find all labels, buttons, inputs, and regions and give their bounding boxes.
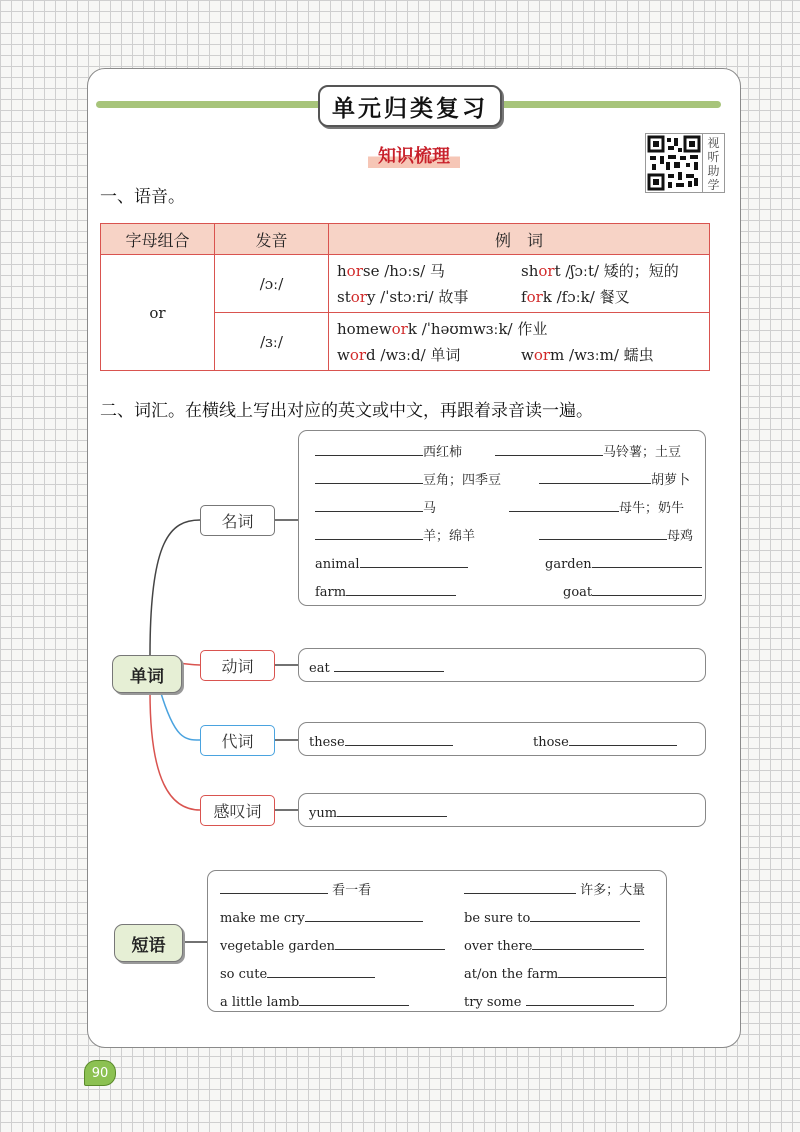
answer-blank[interactable]: [299, 991, 409, 1006]
answer-blank[interactable]: [532, 935, 644, 950]
phrase-en: vegetable garden: [220, 939, 336, 954]
phrase-en: make me cry: [220, 911, 305, 926]
noun-cn: 西红柿: [423, 445, 463, 460]
example-word: horse /hɔːs/ 马: [337, 262, 445, 280]
noun-cn: 胡萝卜: [651, 473, 691, 488]
qr-label: 视 听 助 学: [703, 133, 725, 193]
phrase-en: so cute: [220, 967, 268, 982]
node-pronouns: 代词: [200, 725, 275, 756]
page-number: 90: [84, 1060, 116, 1086]
node-interjections: 感叹词: [200, 795, 275, 826]
sound-cell: /ɔː/: [215, 255, 329, 313]
noun-en: garden: [545, 557, 592, 572]
noun-cn: 母鸡: [667, 529, 694, 544]
phrase-en: a little lamb: [220, 995, 300, 1010]
example-word: short /ʃɔːt/ 矮的；短的: [521, 262, 679, 280]
node-verbs: 动词: [200, 650, 275, 681]
root-node-phrases: 短语: [114, 924, 183, 962]
noun-cn: 豆角；四季豆: [423, 473, 502, 488]
pronoun-en: these: [309, 735, 345, 750]
phrase-en: over there: [464, 939, 533, 954]
section-subtitle: 知识梳理: [368, 142, 460, 168]
phrase-en: be sure to: [464, 911, 531, 926]
example-word: worm /wɜːm/ 蠕虫: [521, 346, 654, 364]
noun-cn: 母牛；奶牛: [619, 501, 685, 516]
sound-cell: /ɜː/: [215, 313, 329, 371]
noun-en: goat: [563, 585, 593, 600]
answer-blank[interactable]: [464, 879, 576, 894]
noun-en: farm: [315, 585, 347, 600]
node-nouns: 名词: [200, 505, 275, 536]
page-title: 单元归类复习: [318, 85, 502, 127]
verb-en: eat: [309, 661, 330, 676]
section-heading-vocabulary: 二、词汇。在横线上写出对应的英文或中文，再跟着录音读一遍。: [100, 401, 593, 421]
phrase-cn: 许多；大量: [580, 883, 646, 898]
answer-blank[interactable]: [220, 879, 328, 894]
phrase-en: at/on the farm: [464, 967, 559, 982]
answer-blank[interactable]: [335, 935, 445, 950]
section-heading-phonetics: 一、语音。: [100, 187, 185, 207]
example-word: fork /fɔːk/ 餐叉: [521, 288, 630, 306]
noun-cn: 马: [423, 501, 437, 516]
phrase-en: try some: [464, 995, 522, 1010]
noun-cn: 羊；绵羊: [423, 529, 476, 544]
answer-blank[interactable]: [558, 963, 666, 978]
answer-blank[interactable]: [526, 991, 634, 1006]
noun-cn: 马铃薯；土豆: [603, 445, 682, 460]
example-word: story /ˈstɔːri/ 故事: [337, 288, 469, 306]
noun-en: animal: [315, 557, 360, 572]
phrase-cn: 看一看: [332, 883, 372, 898]
answer-blank[interactable]: [530, 907, 640, 922]
answer-blank[interactable]: [305, 907, 423, 922]
example-word: word /wɜːd/ 单词: [337, 346, 461, 364]
table-header: 例 词: [329, 224, 710, 255]
table-header: 发音: [215, 224, 329, 255]
interjection-en: yum: [309, 806, 338, 821]
root-node-words: 单词: [112, 655, 182, 693]
phrases-panel: [207, 870, 667, 1012]
pronoun-en: those: [533, 735, 569, 750]
letter-combo: or: [101, 255, 215, 371]
example-word: homework /ˈhəʊmwɜːk/ 作业: [337, 320, 548, 338]
answer-blank[interactable]: [267, 963, 375, 978]
table-header: 字母组合: [101, 224, 215, 255]
